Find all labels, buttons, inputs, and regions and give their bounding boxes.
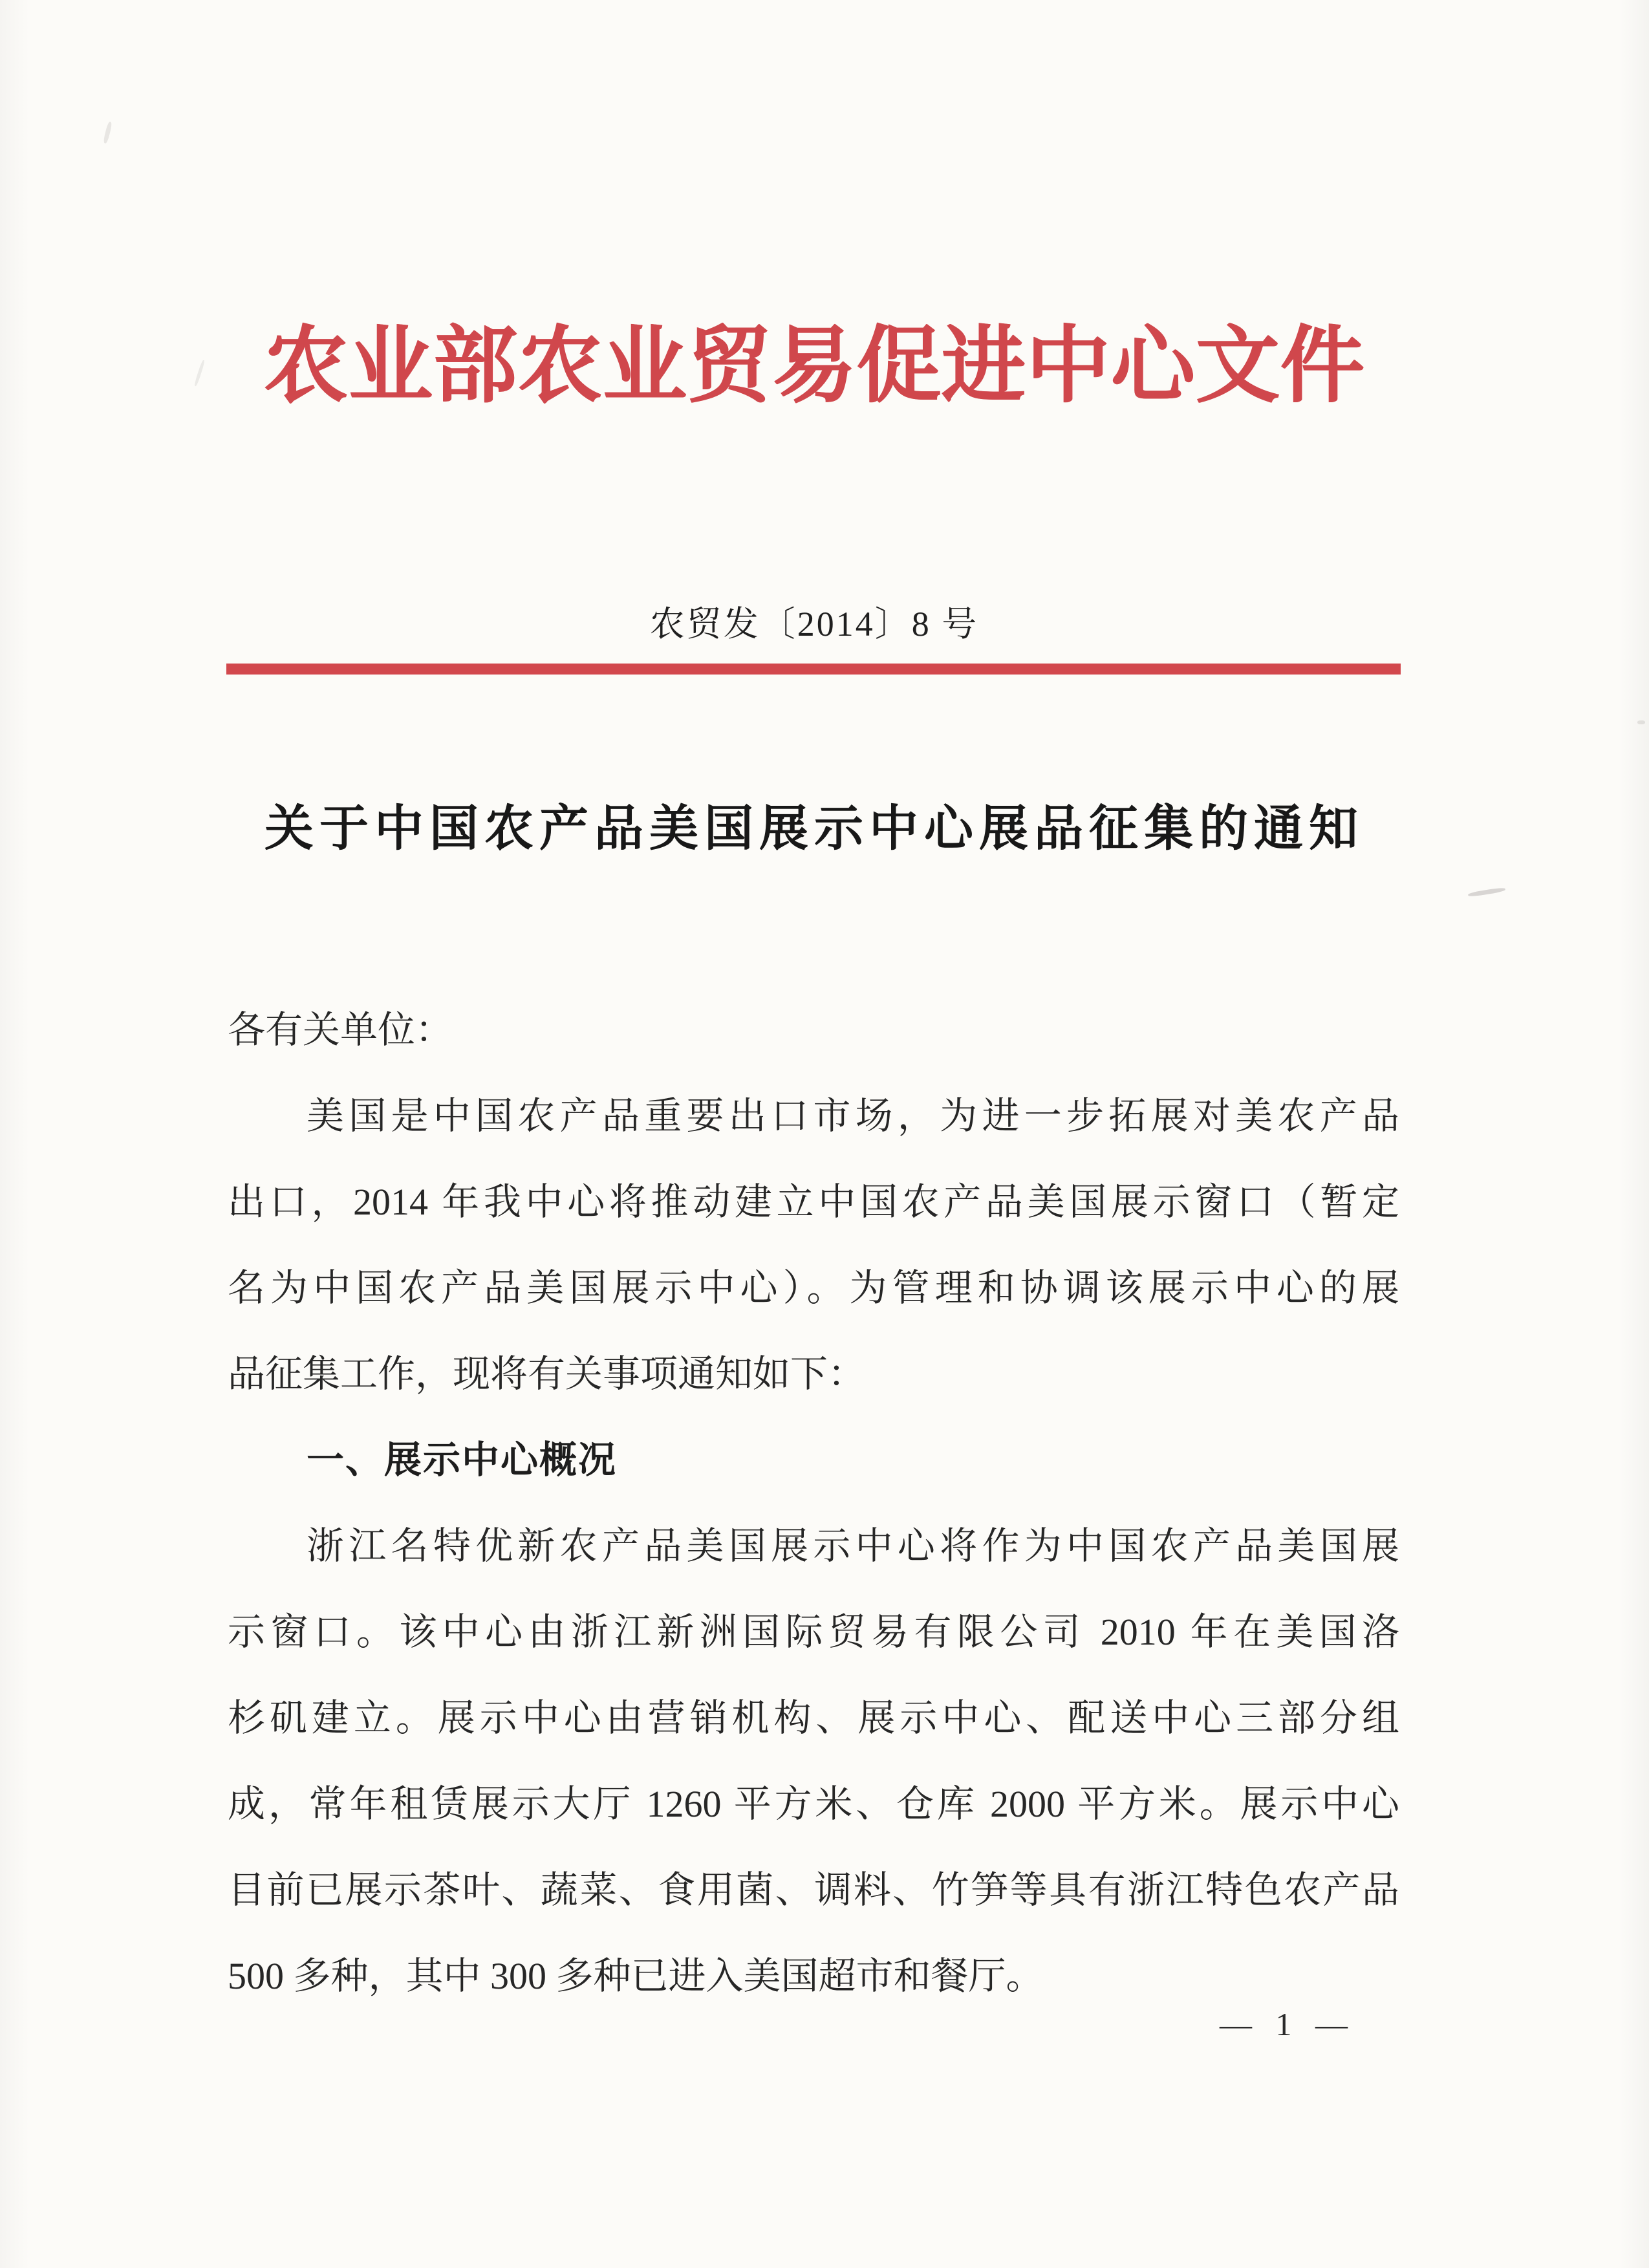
body-line: 示窗口。该中心由浙江新洲国际贸易有限公司 2010 年在美国洛 — [228, 1611, 1399, 1653]
body-line: 品征集工作，现将有关事项通知如下： — [228, 1353, 866, 1395]
page-number: — 1 — — [1220, 2006, 1355, 2042]
scan-artifact — [1468, 887, 1505, 898]
scan-artifact — [1637, 720, 1645, 724]
red-divider-rule — [226, 664, 1401, 675]
document-body — [228, 1006, 1399, 2038]
section-heading-line: 一、展示中心概况 — [307, 1439, 618, 1481]
body-line: 500 多种，其中 300 多种已进入美国超市和餐厅。 — [228, 1955, 1044, 1997]
document-number: 农贸发〔2014〕8 号 — [649, 605, 979, 643]
body-line: 杉矶建立。展示中心由营销机构、展示中心、配送中心三部分组 — [228, 1697, 1399, 1739]
body-line: 出口，2014 年我中心将推动建立中国农产品美国展示窗口（暂定 — [228, 1181, 1399, 1223]
body-line: 成，常年租赁展示大厅 1260 平方米、仓库 2000 平方米。展示中心 — [228, 1783, 1399, 1825]
body-line: 美国是中国农产品重要出口市场，为进一步拓展对美农产品 — [307, 1095, 1399, 1137]
letterhead-title: 农业部农业贸易促进中心文件 — [263, 320, 1365, 413]
scan-artifact — [103, 122, 113, 144]
document-subject-title: 关于中国农产品美国展示中心展品征集的通知 — [264, 802, 1364, 856]
body-line: 名为中国农产品美国展示中心）。为管理和协调该展示中心的展 — [228, 1267, 1399, 1309]
body-line: 目前已展示茶叶、蔬菜、食用菌、调料、竹笋等具有浙江特色农产品 — [228, 1869, 1399, 1911]
body-line: 浙江名特优新农产品美国展示中心将作为中国农产品美国展 — [307, 1525, 1399, 1567]
salutation-line: 各有关单位： — [228, 1009, 453, 1051]
